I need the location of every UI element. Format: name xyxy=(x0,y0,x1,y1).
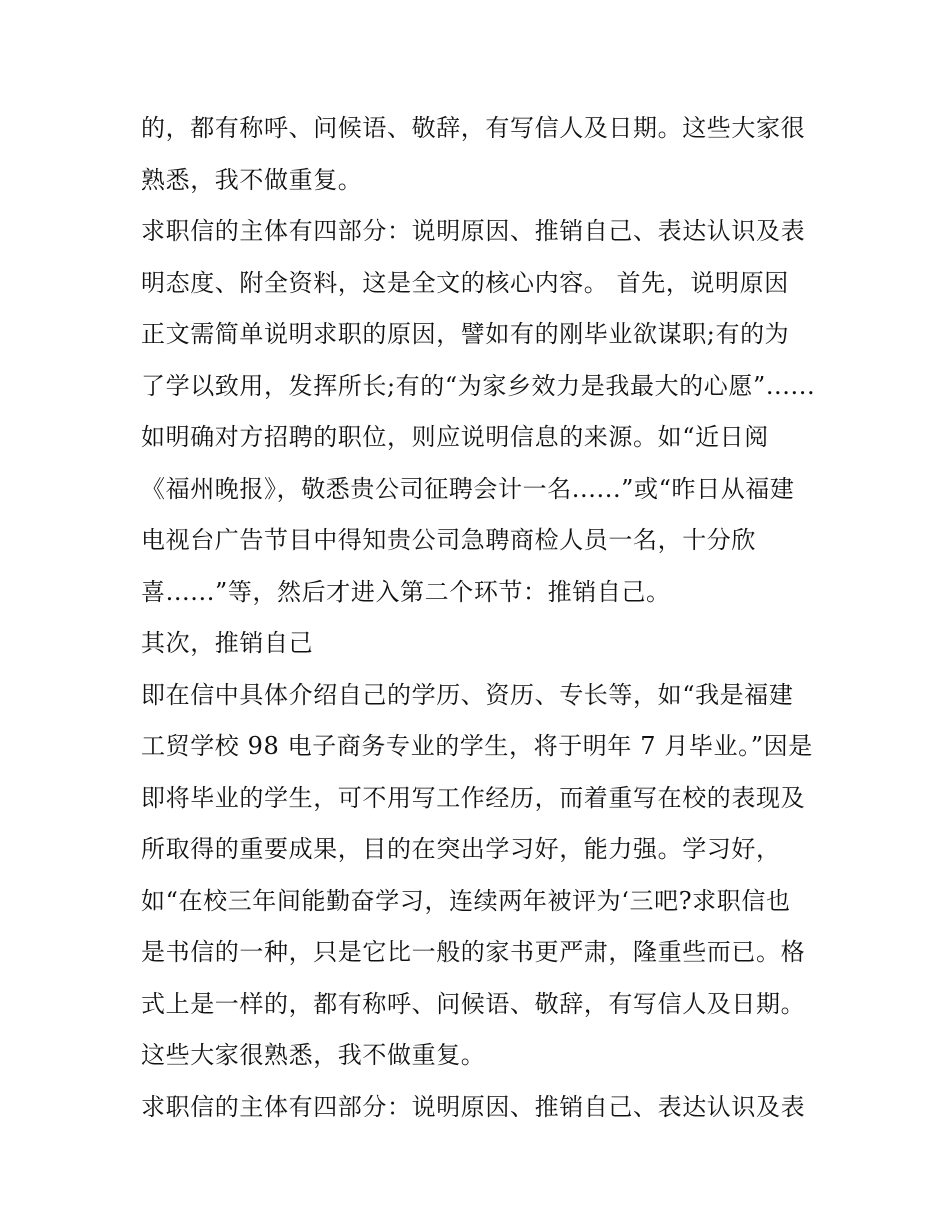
text-line: 工贸学校 98 电子商务专业的学生，将于明年 7 月毕业。”因是 xyxy=(141,732,813,760)
text-line: 式上是一样的，都有称呼、问候语、敬辞，有写信人及日期。 xyxy=(141,989,806,1018)
text-line: 如明确对方招聘的职位，则应说明信息的来源。如“近日阅 xyxy=(141,423,769,451)
text-line: 电视台广告节目中得知贵公司急聘商检人员一名，十分欣 xyxy=(141,526,756,554)
text-line: 的，都有称呼、问候语、敬辞，有写信人及日期。这些大家很 xyxy=(141,114,806,142)
text-line: 喜......”等，然后才进入第二个环节：推销自己。 xyxy=(141,577,671,606)
text-line: 了学以致用，发挥所长;有的“为家乡效力是我最大的心愿”...... xyxy=(141,371,816,400)
text-line: 其次，推销自己 xyxy=(141,629,314,657)
text-line: 即在信中具体介绍自己的学历、资历、专长等，如“我是福建 xyxy=(141,680,794,709)
text-line: 所取得的重要成果，目的在突出学习好，能力强。学习好， xyxy=(141,835,781,863)
text-line: 求职信的主体有四部分：说明原因、推销自己、表达认识及表 xyxy=(141,217,806,245)
text-line: 即将毕业的学生，可不用写工作经历，而着重写在校的表现及 xyxy=(141,783,806,812)
text-line: 这些大家很熟悉，我不做重复。 xyxy=(141,1041,486,1069)
text-line: 熟悉，我不做重复。 xyxy=(141,165,363,194)
text-line: 如“在校三年间能勤奋学习，连续两年被评为‘三吧?求职信也 xyxy=(141,886,791,915)
text-line: 正文需简单说明求职的原因，譬如有的刚毕业欲谋职;有的为 xyxy=(141,320,790,348)
body-text xyxy=(141,108,821,1138)
text-line: 求职信的主体有四部分：说明原因、推销自己、表达认识及表 xyxy=(141,1092,806,1121)
text-line: 明态度、附全资料，这是全文的核心内容。 首先，说明原因 xyxy=(141,268,789,297)
text-line: 《福州晚报》，敬悉贵公司征聘会计一名......”或“昨日从福建 xyxy=(141,474,795,503)
text-line: 是书信的一种，只是它比一般的家书更严肃，隆重些而已。格 xyxy=(141,938,806,966)
